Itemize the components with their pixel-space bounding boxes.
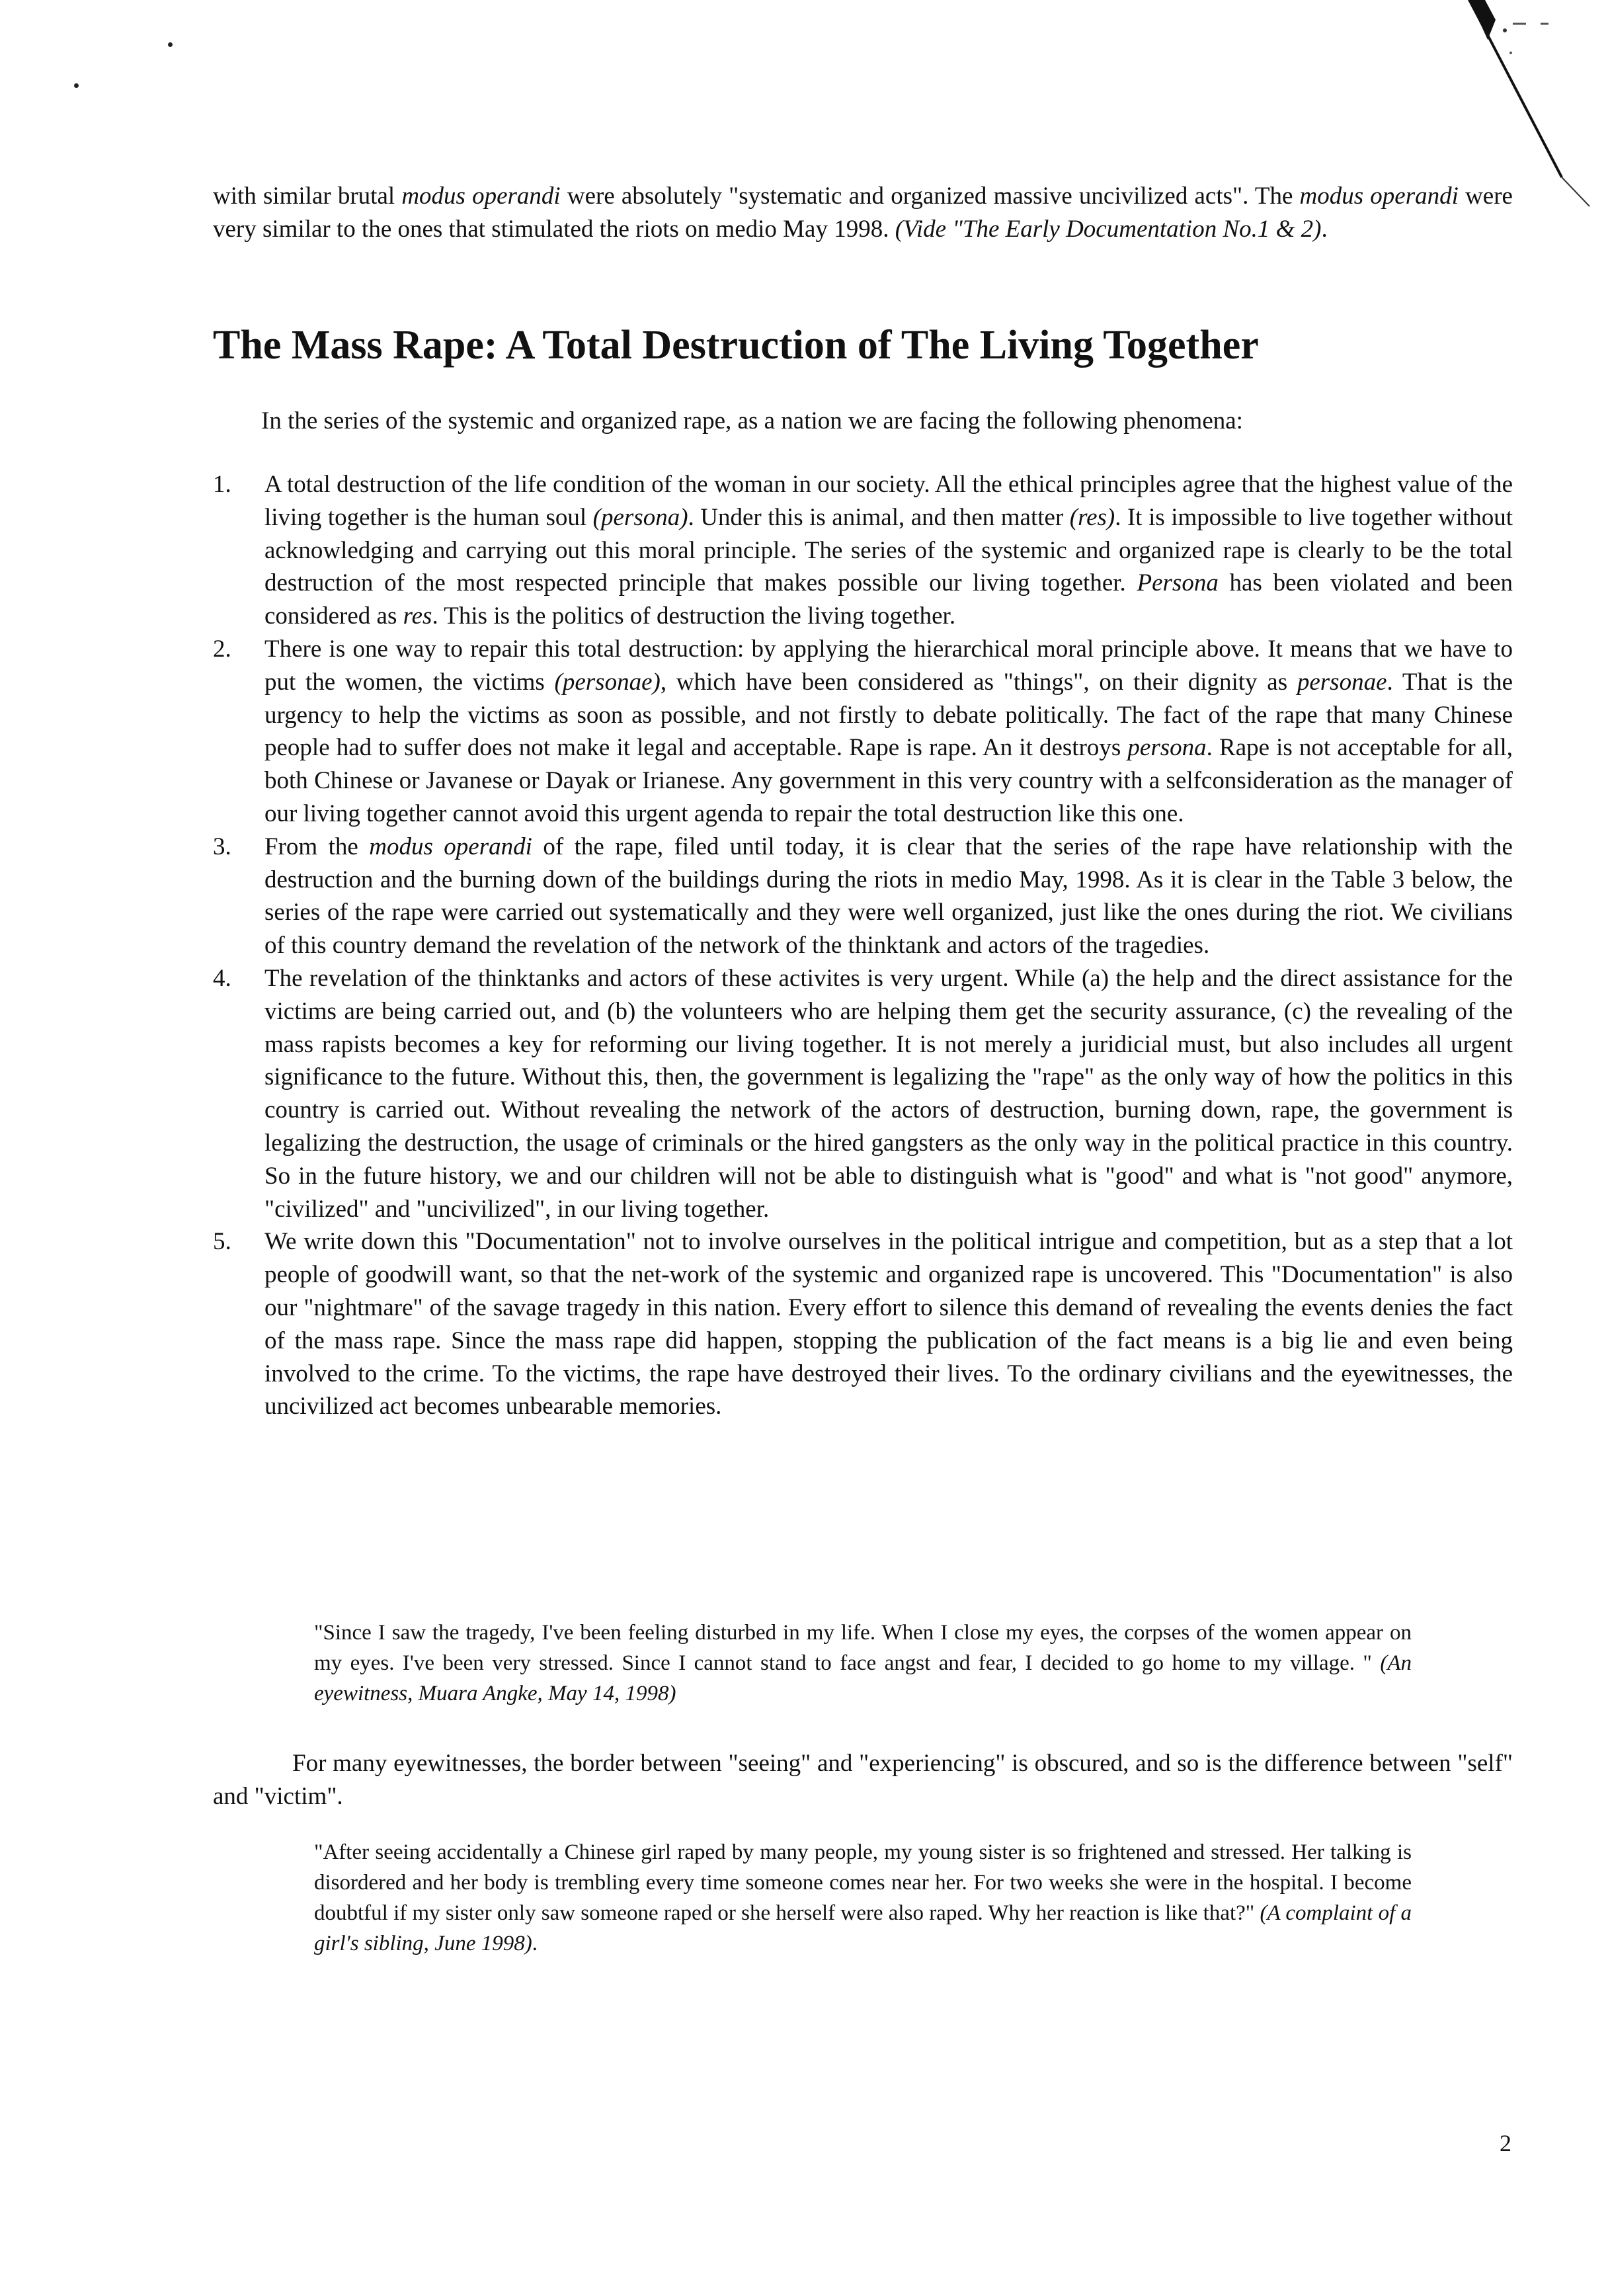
list-item-number: 2. [213, 635, 231, 663]
list-item: 1. A total destruction of the life condition of the woman in our society. All the ethical principles agree that the highest value of the living together is the human soul (persona). Under this is animal, and then matter (res). It is impossible to live together without acknowledging and carrying out this moral principle. The series of the systemic and organized rape is clearly to be the total destruction of the most respected principle that makes possible our living together. Persona has been violated and been considered as res. This is the politics of destruction the living together. [213, 468, 1513, 633]
list-item-number: 1. [213, 471, 231, 498]
section-heading: The Mass Rape: A Total Destruction of The Living Together [213, 323, 1259, 368]
list-item-number: 5. [213, 1228, 231, 1256]
intro-paragraph: with similar brutal modus operandi were absolutely "systematic and organized massive uncivilized acts". The modus operandi were very similar to the ones that stimulated the riots on medio May 1998. (Vide "The Early Documentation No.1 & 2). [213, 183, 1513, 243]
scan-speck [74, 83, 79, 88]
sibling-quote: "After seeing accidentally a Chinese girl raped by many people, my young sister is so frightened and stressed. Her talking is disordered and her body is trembling every time someone comes near her. For two weeks she were in the hospital. I become doubtful if my sister only saw someone raped or she herself were also raped. Why her reaction is like that?" (A complaint of a girl's sibling, June 1998). [314, 1840, 1412, 1955]
numbered-list [213, 468, 1513, 1423]
quote-citation: (An eyewitness, Muara Angke, May 14, 1998) [314, 1651, 1412, 1705]
lead-paragraph: In the series of the systemic and organized rape, as a nation we are facing the following phenomena: [261, 407, 1243, 434]
eyewitness-quote: "Since I saw the tragedy, I've been feeling disturbed in my life. When I close my eyes, the corpses of the women appear on my eyes. I've been very stressed. Since I cannot stand to face angst and fear, I decided to go home to my village. " (An eyewitness, Muara Angke, May 14, 1998) [314, 1621, 1412, 1705]
list-item-number: 3. [213, 833, 231, 860]
body-paragraph: For many eyewitnesses, the border between "seeing" and "experiencing" is obscured, and so is the difference between "self" and "victim". [213, 1750, 1513, 1810]
list-item-number: 4. [213, 964, 231, 992]
list-item: 5. We write down this "Documentation" not to involve ourselves in the political intrigue and competition, but as a step that a lot people of goodwill want, so that the net-work of the systemic and organized rape is uncovered. This "Documentation" is also our "nightmare" of the savage tragedy in this nation. Every effort to silence this demand of revealing the events denies the fact of the mass rape. Since the mass rape did happen, stopping the publication of the fact means is a big lie and even being involved to the crime. To the victims, the rape have destroyed their lives. To the ordinary civilians and the eyewitnesses, the uncivilized act becomes unbearable memories. [213, 1225, 1513, 1423]
list-item: 4. The revelation of the thinktanks and actors of these activites is very urgent. While (a) the help and the direct assistance for the victims are being carried out, and (b) the volunteers who are helping them get the security assurance, (c) the revealing of the mass rapists becomes a key for reforming our living together. It is not merely a juridicial must, but also includes all urgent significance to the future. Without this, then, the government is legalizing the "rape" as the only way of how the politics in this country is carried out. Without revealing the network of the actors of destruction, burning down, rape, the government is legalizing the destruction, the usage of criminals or the hired gangsters as the only way in the political practice in this country. So in the future history, we and our children will not be able to distinguish what is "good" and what is "not good" anymore, "civilized" and "uncivilized", in our living together. [213, 962, 1513, 1225]
quote-citation: (A complaint of a girl's sibling, June 1998) [314, 1901, 1412, 1955]
page-number: 2 [1500, 2130, 1511, 2156]
list-item: 3. From the modus operandi of the rape, filed until today, it is clear that the series of the rape have relationship with the destruction and the burning down of the buildings during the riots in medio May, 1998. As it is clear in the Table 3 below, the series of the rape were carried out systematically and they were well organized, just like the ones during the riot. We civilians of this country demand the revelation of the network of the thinktank and actors of the tragedies. [213, 831, 1513, 962]
scan-speck [168, 42, 173, 47]
list-item: 2. There is one way to repair this total destruction: by applying the hierarchical moral principle above. It means that we have to put the women, the victims (personae), which have been considered as "things", on their dignity as personae. That is the urgency to help the victims as soon as possible, and not firstly to debate politically. The fact of the rape that many Chinese people had to suffer does not make it legal and acceptable. Rape is rape. An it destroys persona. Rape is not acceptable for all, both Chinese or Javanese or Dayak or Irianese. Any government in this very country with a selfconsideration as the manager of our living together cannot avoid this urgent agenda to repair the total destruction like this one. [213, 633, 1513, 831]
